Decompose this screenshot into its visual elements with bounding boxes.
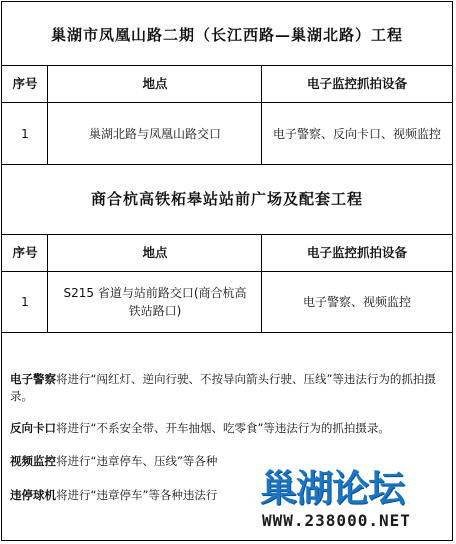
column-divider [47, 66, 48, 164]
column-divider [261, 66, 262, 164]
section2-title: 商合杭高铁柘皋站站前广场及配套工程 [90, 190, 363, 208]
section1-header-index: 序号 [12, 76, 38, 91]
column-divider [47, 235, 48, 332]
divider [2, 332, 452, 333]
watermark-url: WWW.238000.NET [262, 511, 411, 530]
note-text: 将进行“违章停车、压线”等各种 [56, 454, 218, 468]
section1-row-index: 1 [21, 126, 29, 141]
section1-header-location: 地点 [142, 76, 168, 91]
section1-row-location: 巢湖北路与凤凰山路交口 [88, 126, 221, 141]
note-text: 将进行“违章停车”等各种违法行 [56, 488, 218, 502]
document-sheet [1, 1, 453, 541]
section1-title: 巢湖市凤凰山路二期（长江西路—巢湖北路）工程 [50, 26, 403, 44]
section2-row-location: S215 省道与站前路交口(商合杭高铁站路口) [63, 286, 247, 318]
section2-header-location: 地点 [142, 245, 168, 260]
section2-row-index: 1 [21, 295, 29, 309]
section2-row-equipment: 电子警察、视频监控 [302, 295, 411, 309]
note-lead: 违停球机 [10, 488, 56, 502]
divider [2, 164, 452, 165]
note-text: 将进行“闯红灯、逆向行驶、不按导向箭头行驶、压线”等违法行为的抓拍摄录。 [10, 372, 436, 403]
note-electronic-police [10, 371, 446, 405]
note-lead: 电子警察 [10, 372, 56, 386]
forum-watermark [254, 454, 444, 534]
column-divider [261, 235, 262, 332]
section1-row-equipment: 电子警察、反向卡口、视频监控 [272, 126, 441, 141]
note-lead: 视频监控 [10, 454, 56, 468]
watermark-logo-text: 巢湖论坛 [260, 467, 404, 510]
note-reverse-checkpoint [10, 420, 446, 437]
section2-header-index: 序号 [12, 245, 38, 260]
note-text: 将进行“不系安全带、开车抽烟、吃零食”等违法行为的抓拍摄录。 [56, 421, 390, 435]
note-lead: 反向卡口 [10, 421, 56, 435]
section2-header-equipment: 电子监控抓拍设备 [306, 245, 407, 260]
section1-header-equipment: 电子监控抓拍设备 [306, 76, 407, 91]
